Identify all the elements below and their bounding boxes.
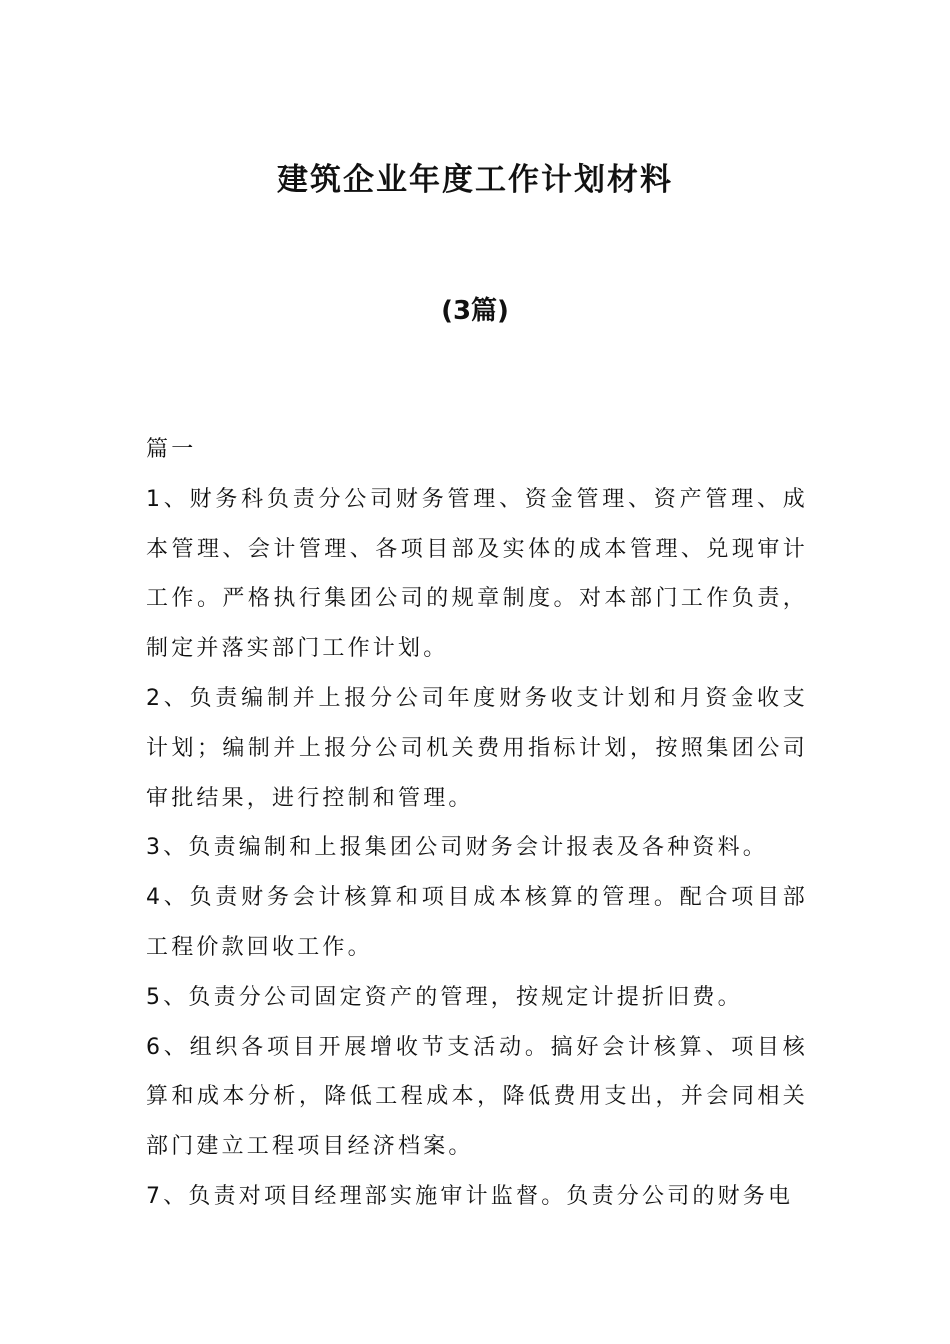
paragraph-7: 7、负责对项目经理部实施审计监督。负责分公司的财务电 xyxy=(146,1183,794,1209)
paragraph-5: 5、负责分公司固定资产的管理，按规定计提折旧费。 xyxy=(146,984,743,1010)
paragraph-6: 6、组织各项目开展增收节支活动。搞好会计核算、项目核算和成本分析，降低工程成本，降低费用支出，并会同相关部门建立工程项目经济档案。 xyxy=(146,1034,808,1160)
paragraph-1: 1、财务科负责分公司财务管理、资金管理、资产管理、成本管理、会计管理、各项目部及实体的成本管理、兑现审计工作。严格执行集团公司的规章制度。对本部门工作负责，制定并落实部门工作计划。 xyxy=(146,486,808,662)
section-label: 篇一 xyxy=(146,437,197,462)
document-title: 建筑企业年度工作计划材料 xyxy=(277,162,673,198)
document-subtitle: (3篇) xyxy=(441,296,509,326)
paragraph-2: 2、负责编制并上报分公司年度财务收支计划和月资金收支计划；编制并上报分公司机关费用指标计划，按照集团公司审批结果，进行控制和管理。 xyxy=(146,685,808,811)
paragraph-3: 3、负责编制和上报集团公司财务会计报表及各种资料。 xyxy=(146,835,768,861)
paragraph-4: 4、负责财务会计核算和项目成本核算的管理。配合项目部工程价款回收工作。 xyxy=(146,885,808,960)
document-body xyxy=(146,425,808,1222)
